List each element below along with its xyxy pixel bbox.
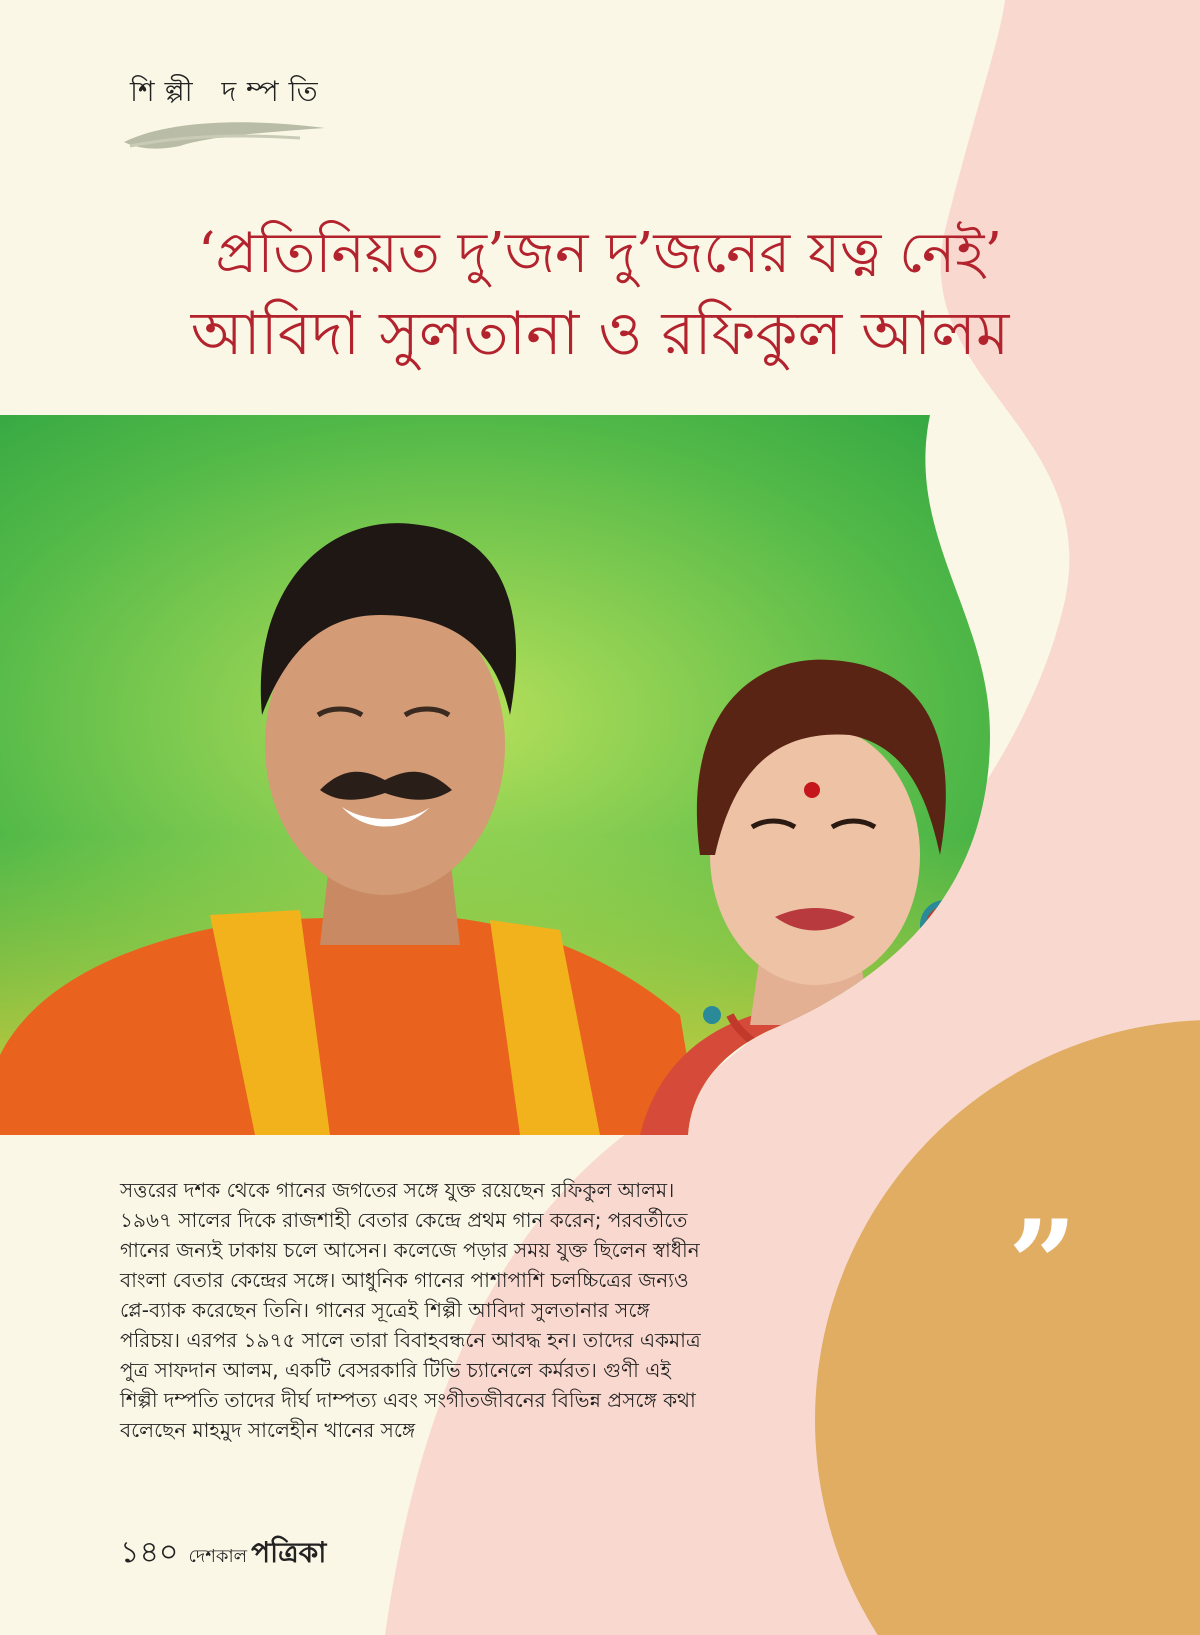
couple-photo [0,415,1200,1135]
intro-line: পুত্র সাফদান আলম, একটি বেসরকারি টিভি চ্যানেলে কর্মরত। গুণী এই [120,1358,671,1382]
intro-paragraph [120,1175,820,1445]
page-footer [120,1528,326,1579]
brush-stroke-decoration [120,112,330,152]
page-number: ১৪০ [120,1535,179,1570]
headline [0,215,1200,375]
intro-line: ১৯৬৭ সালের দিকে রাজশাহী বেতার কেন্দ্রে প্রথম গান করেন; পরবর্তীতে [120,1208,688,1232]
intro-line: পরিচয়। এরপর ১৯৭৫ সালে তারা বিবাহবন্ধনে আবদ্ধ হন। তাদের একমাত্র [120,1328,701,1352]
intro-line: শিল্পী দম্পতি তাদের দীর্ঘ দাম্পত্য এবং সংগীতজীবনের বিভিন্ন প্রসঙ্গে কথা [120,1388,696,1412]
section-label: শিল্পী দম্পতি [130,75,328,108]
intro-line: সত্তরের দশক থেকে গানের জগতের সঙ্গে যুক্ত রয়েছেন রফিকুল আলম। [120,1178,675,1202]
intro-line: বাংলা বেতার কেন্দ্রের সঙ্গে। আধুনিক গানের পাশাপাশি চলচ্চিত্রের জন্যও [120,1268,689,1292]
intro-line: প্লে-ব্যাক করেছেন তিনি। গানের সূত্রেই শিল্পী আবিদা সুলতানার সঙ্গে [120,1298,650,1322]
intro-line: বলেছেন মাহমুদ সালেহীন খানের সঙ্গে [120,1418,416,1442]
headline-quote: ‘প্রতিনিয়ত দু’জন দু’জনের যত্ন নেই’ [197,221,1003,286]
magazine-name-prefix: দেশকাল [188,1546,248,1567]
woman-bindi [804,782,820,798]
woman-earring [923,903,967,947]
quote-mark-icon: ” [1008,1194,1078,1335]
headline-names: আবিদা সুলতানা ও রফিকুল আলম [190,299,1010,369]
magazine-name-suffix: পত্রিকা [251,1536,327,1569]
intro-line: গানের জন্যই ঢাকায় চলে আসেন। কলেজে পড়ার সময় যুক্ত ছিলেন স্বাধীন [120,1238,700,1262]
